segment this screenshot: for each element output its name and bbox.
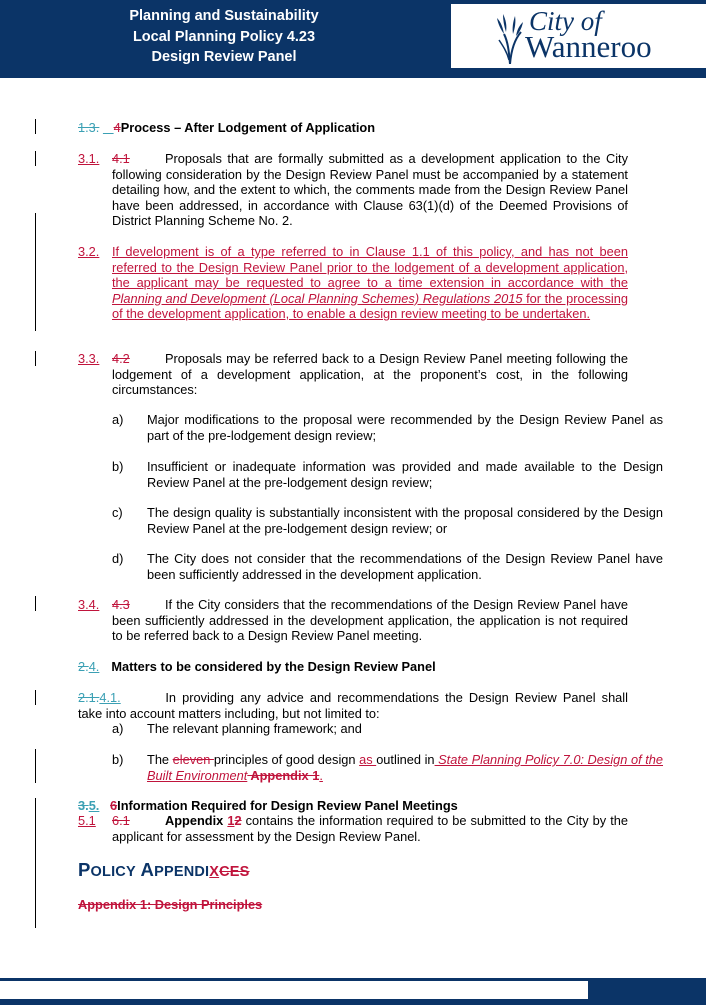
list-item: c) The design quality is substantially inconsistent with the proposal considered by the Design Review Panel at the pre-lodgement design review; or [112,505,663,536]
footer-bar [0,999,706,1005]
header-title: Planning and Sustainability Local Planning Policy 4.23 Design Review Panel [129,8,319,65]
change-bar [35,749,36,783]
change-bar [35,213,36,331]
change-bar [35,798,36,928]
paragraph-3-4: 3.4. 4.3 If the City considers that the recommendations of the Design Review Panel have been sufficiently addressed in the development application, the application is not required to be referred back to a Design Review Panel meeting. [78,597,628,643]
paragraph-4-1: 2.1.4.1. In providing any advice and recommendations the Design Review Panel shall take into account matters including, but not limited to: [78,690,628,721]
list-item: a) Major modifications to the proposal were recommended by the Design Review Panel as part of the pre-lodgement design review; [112,412,663,443]
list-item: b) Insufficient or inadequate information was provided and made available to the Design Review Panel at the pre-lodgement design review; [112,459,663,490]
change-bar [35,596,36,611]
section-4-heading: 2.4. Matters to be considered by the Design Review Panel [78,659,436,674]
list-item: b) The eleven principles of good design as outlined in State Planning Policy 7.0: Design of the Built Environment Appendix 1. [112,752,663,783]
section-5-heading: 3.5. 6Information Required for Design Review Panel Meetings [78,798,458,813]
paragraph-3-3: 3.3. 4.2 Proposals may be referred back to a Design Review Panel meeting following the lodgement of a development application, at the proponent’s cost, in the following circumstances: [78,351,628,397]
logo-text: City of Wanneroo [525,6,652,64]
policy-appendices-heading: POLICY APPENDIXCES [78,859,250,880]
change-bar [35,690,36,705]
section-3-heading: 1.3. 4Process – After Lodgement of Application [78,120,376,135]
paragraph-3-1: 3.1. 4.1 Proposals that are formally submitted as a development application to the City following consideration by the Design Review Panel must be accompanied by a statement detailing how, and the extent to which, the comments made from the Design Review Panel have been addressed, in accordance with Clause 63(1)(d) of the Deemed Provisions of District Planning Scheme No. 2. [78,151,628,228]
paragraph-3-2: 3.2. If development is of a type referred to in Clause 1.1 of this policy, and has not been referred to the Design Review Panel prior to the lodgement of a development application, the applicant may be requested to agree to a time extension in accordance with the Planning and Development (Local Planning Schemes) Regulations 2015 for the processing of the development application, to enable a design review meeting to be undertaken. [78,244,628,321]
list-item: a) The relevant planning framework; and [112,721,362,736]
change-bar [35,151,36,166]
appendix-1-title: Appendix 1: Design Principles [78,897,263,912]
change-bar [35,119,36,134]
list-item: d) The City does not consider that the recommendations of the Design Review Panel have been sufficiently addressed in the development application. [112,551,663,582]
paragraph-5-1: 5.1 6.1 Appendix 12 contains the information required to be submitted to the City by the applicant for assessment by the Design Review Panel. [78,813,628,844]
change-bar [35,351,36,366]
